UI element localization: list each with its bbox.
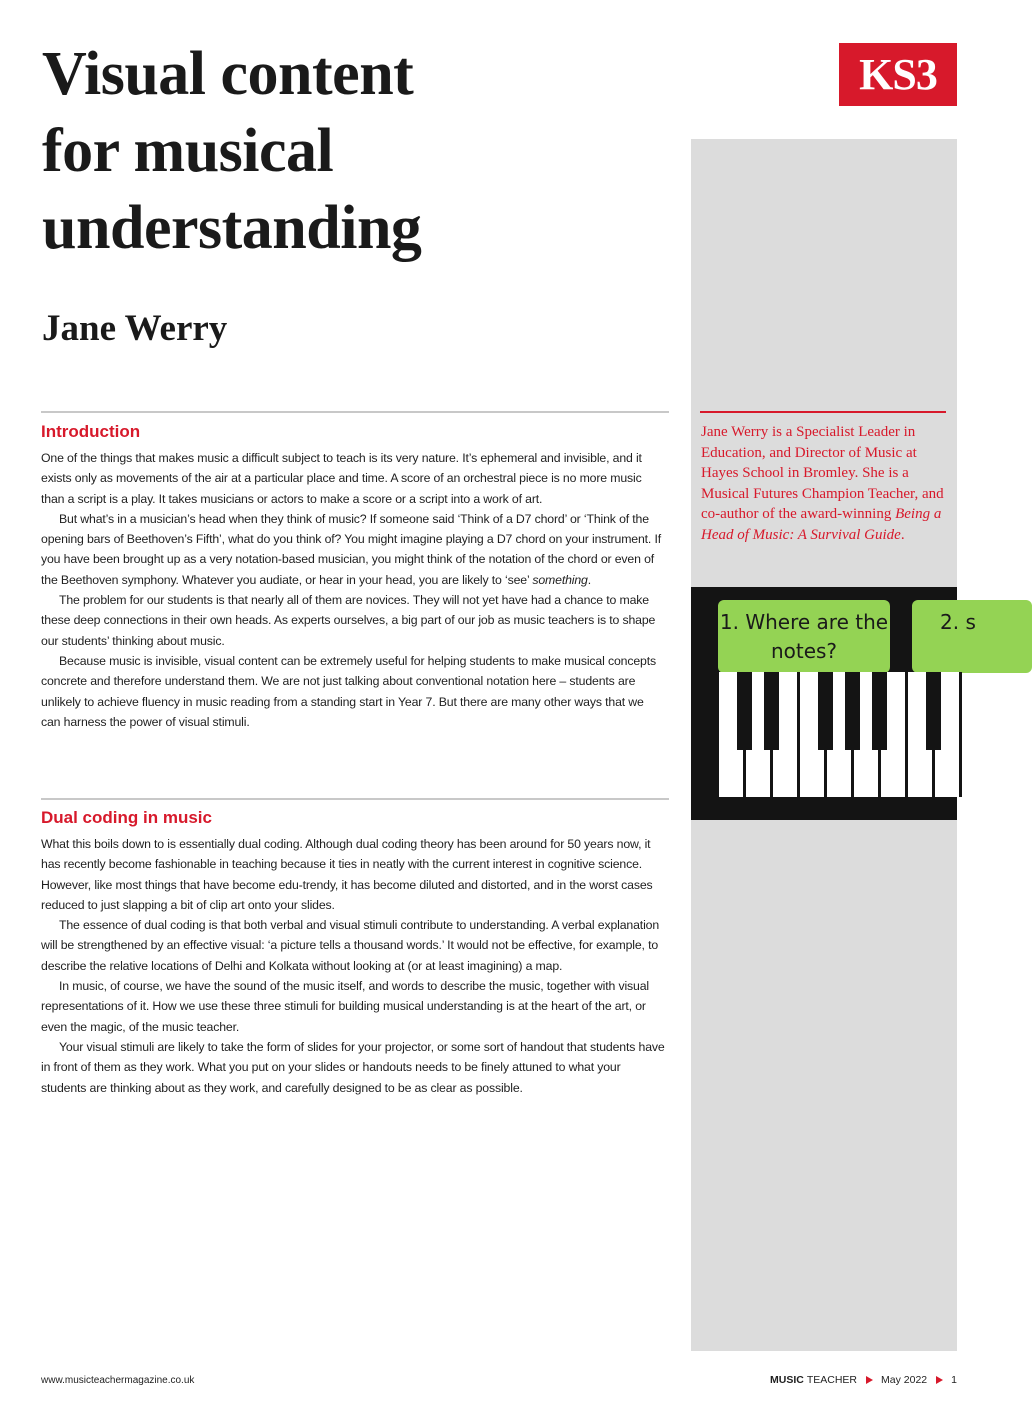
- key-stage-badge: KS3: [839, 43, 957, 106]
- introduction-body: [41, 448, 666, 732]
- author-bio: [701, 422, 951, 545]
- footer-page-number: 1: [951, 1374, 957, 1386]
- bio-text: Jane Werry is a Specialist Leader in Education, and Director of Music at Hayes School in Bromley. She is a Musical Futures Champion Teacher, and co-author of the award-winning: [701, 424, 944, 522]
- footer-magazine-light: TEACHER: [806, 1374, 858, 1386]
- author-name: Jane Werry: [42, 308, 228, 349]
- paragraph: The essence of dual coding is that both verbal and visual stimuli contribute to understanding. A verbal explanation will be strengthened by an effective visual: ‘a picture tells a thousand words.’ It would not be effective, for example, to describe the relative locations of Delhi and Kolkata without looking at (or at least imagining) a map.: [41, 918, 660, 973]
- piano-black-key: [872, 672, 887, 750]
- slide-illustration: [691, 587, 976, 820]
- emphasis: something: [532, 572, 588, 587]
- bio-end: .: [900, 526, 905, 543]
- bio-book-title: Being a Head of Music: A Survival Guide: [701, 506, 942, 543]
- piano-black-key: [926, 672, 941, 750]
- paragraph: In music, of course, we have the sound of the music itself, and words to describe the music, together with visual representations of it. How we use these three stimuli for building musical understanding is at the heart of the art, or even the magic, of the music teacher.: [41, 979, 649, 1034]
- title-line: for musical: [42, 117, 334, 185]
- section-heading-dual-coding: Dual coding in music: [41, 808, 212, 827]
- arrow-icon: [866, 1376, 873, 1384]
- title-line: Visual content: [42, 40, 414, 108]
- sidebar-divider: [700, 411, 946, 413]
- section-divider: [41, 411, 669, 413]
- dual-coding-body: [41, 834, 666, 1098]
- footer-issue-info: [770, 1373, 957, 1387]
- section-divider: [41, 798, 669, 800]
- piano-black-key: [764, 672, 779, 750]
- article-title: [42, 36, 662, 267]
- piano-black-key: [845, 672, 860, 750]
- slide-label-box: 2. s: [912, 600, 1032, 673]
- piano-keyboard: [719, 672, 969, 797]
- paragraph: What this boils down to is essentially dual coding. Although dual coding theory has been around for 50 years now, it has recently become fashionable in teaching because it ties in neatly with the current interest in cognitive science. However, like most things that have become edu-trendy, it has become diluted and distorted, and in the worst cases reduced to just slapping a bit of clip art onto your slides.: [41, 837, 653, 912]
- footer-issue-date: May 2022: [881, 1374, 928, 1386]
- arrow-icon: [936, 1376, 943, 1384]
- footer-website[interactable]: www.musicteachermagazine.co.uk: [41, 1375, 195, 1386]
- paragraph: One of the things that makes music a difficult subject to teach is its very nature. It’s ephemeral and invisible, and it exists only as movements of the air at a particular place and time. A score of an orchestral piece is no more music than a script is a play. It takes musicians or actors to make a score or a script into a work of art.: [41, 451, 642, 506]
- slide-label-box: 1. Where are the notes?: [718, 600, 890, 673]
- paragraph: Your visual stimuli are likely to take the form of slides for your projector, or some sort of handout that students have in front of them as they work. What you put on your slides or handouts needs to be finely attuned to what your students are thinking about as they work, and carefully designed to be as clear as possible.: [41, 1039, 665, 1095]
- title-line: understanding: [42, 194, 422, 262]
- paragraph: Because music is invisible, visual content can be extremely useful for helping students to make musical concepts concrete and therefore understand them. We are not just talking about conventional notation here – students are unlikely to achieve fluency in music reading from a standing start in Year 7. But there are many other ways that we can harness the power of visual stimuli.: [41, 653, 656, 729]
- paragraph: [41, 509, 666, 590]
- piano-black-key: [818, 672, 833, 750]
- footer-magazine-bold: MUSIC: [770, 1374, 804, 1386]
- section-heading-introduction: Introduction: [41, 422, 141, 441]
- paragraph-text: But what’s in a musician’s head when they think of music? If someone said ‘Think of a D7 chord’ or ‘Think of the opening bars of Beethoven’s Fifth’, what do you think of? You might imagine playing a D7 chord on your instrument. If you have been brought up as a very notation-based musician, you might think of the notation of the chord or even of the Beethoven symphony. Whatever you audiate, or hear in your head, you are likely to ‘see’ something.: [41, 511, 661, 587]
- piano-black-key: [737, 672, 752, 750]
- paragraph: The problem for our students is that nearly all of them are novices. They will not yet have had a chance to make these deep connections in their own heads. As experts ourselves, a big part of our job as music teachers is to shape our students’ thinking about music.: [41, 593, 656, 648]
